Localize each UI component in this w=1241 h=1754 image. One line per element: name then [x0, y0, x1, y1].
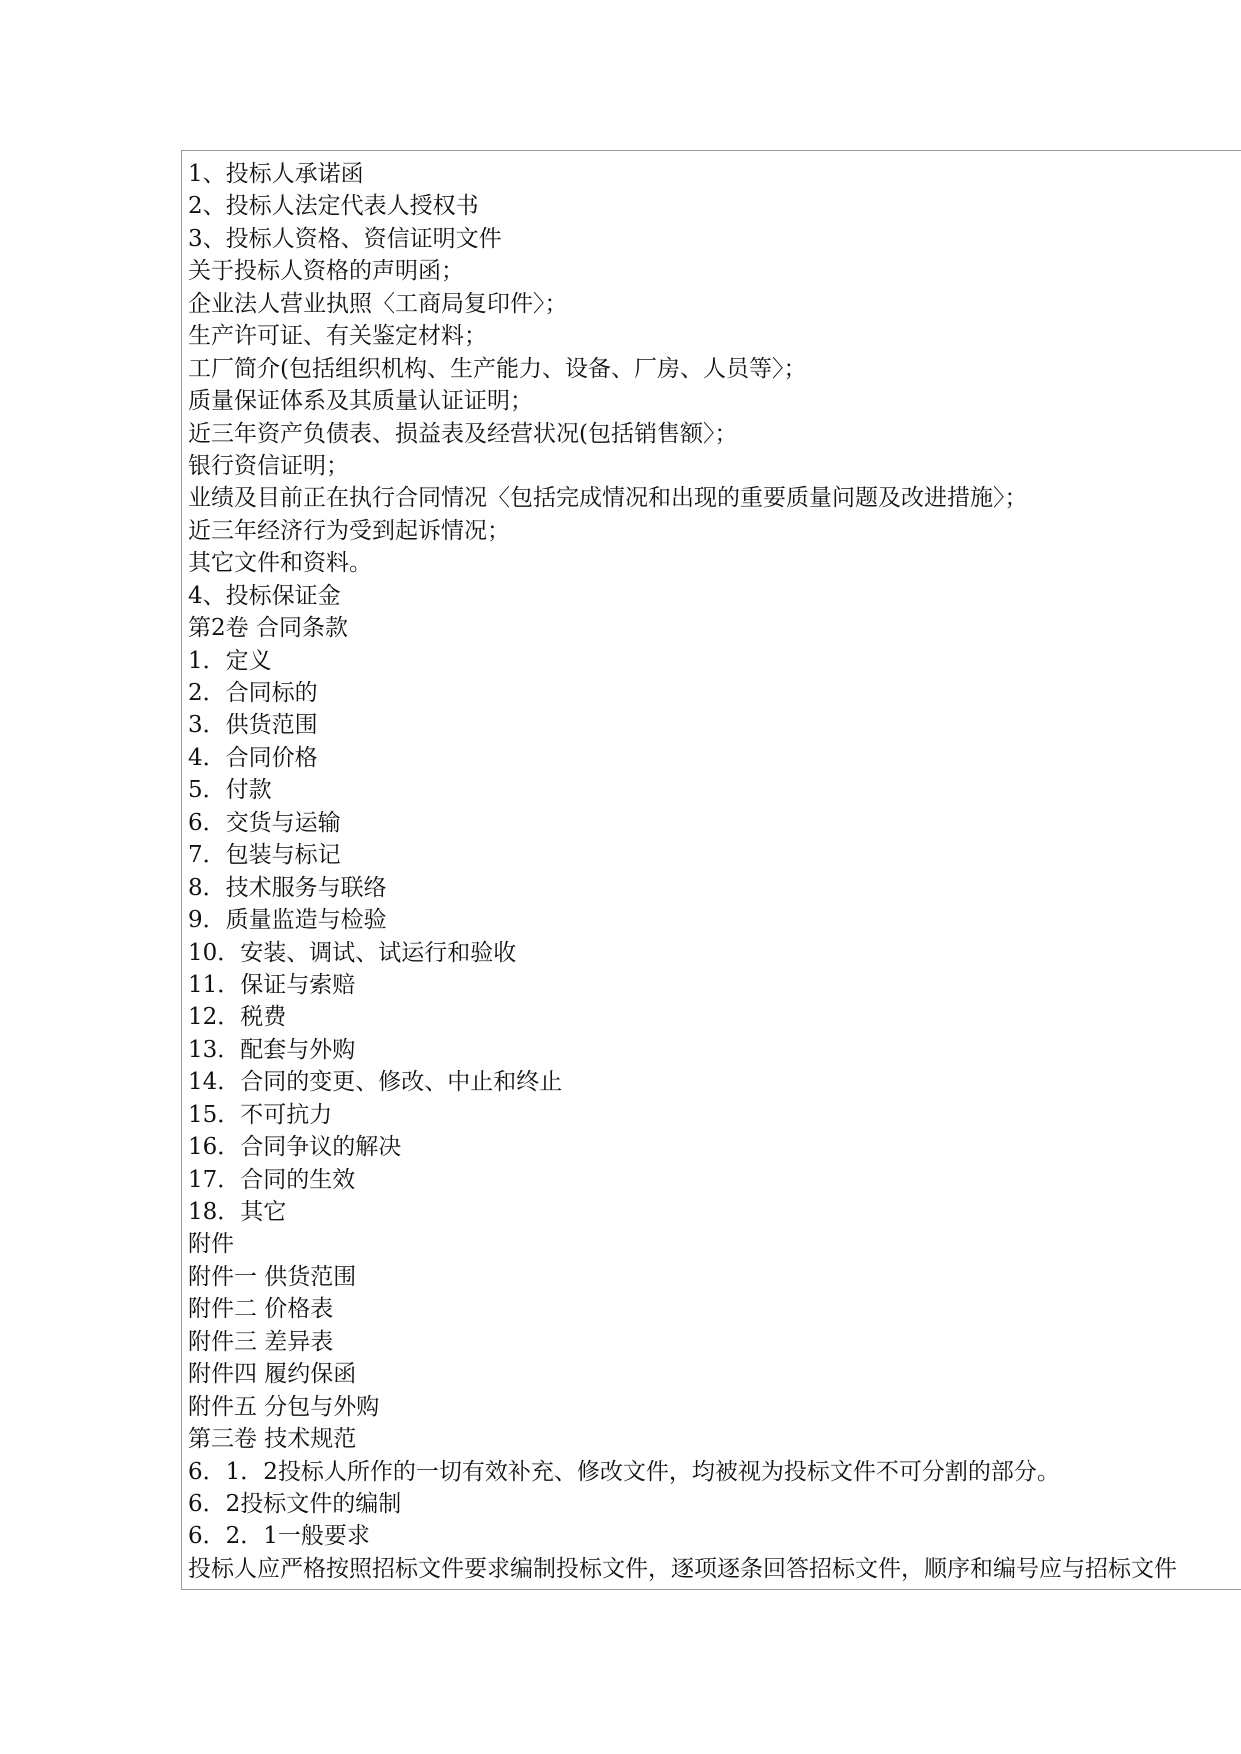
document-line: 13．配套与外购	[188, 1036, 356, 1063]
document-line: 投标人应严格按照招标文件要求编制投标文件，逐项逐条回答招标文件，顺序和编号应与招标文件	[188, 1555, 1177, 1582]
document-line: 11．保证与索赔	[188, 971, 356, 998]
document-line: 4．合同价格	[188, 744, 318, 771]
document-line: 5．付款	[188, 777, 272, 804]
document-line: 7．包装与标记	[188, 842, 341, 869]
document-line: 质量保证体系及其质量认证证明；	[188, 388, 533, 415]
document-line: 6．2．1一般要求	[188, 1523, 370, 1550]
document-line: 17．合同的生效	[188, 1166, 356, 1193]
document-line: 3．供货范围	[188, 712, 318, 739]
document-line: 企业法人营业执照〈工商局复印件〉；	[188, 290, 568, 317]
document-line: 银行资信证明；	[188, 452, 349, 479]
document-line: 业绩及目前正在执行合同情况〈包括完成情况和出现的重要质量问题及改进措施〉；	[188, 485, 1028, 512]
document-text-block	[188, 158, 1241, 1585]
document-line: 1、投标人承诺函	[188, 161, 364, 187]
document-line: 6．2投标文件的编制	[188, 1490, 402, 1517]
document-line: 4、投标保证金	[188, 582, 341, 609]
document-line: 附件三 差异表	[188, 1328, 334, 1355]
document-line: 第三卷 技术规范	[188, 1426, 357, 1453]
document-line: 工厂简介(包括组织机构、生产能力、设备、厂房、人员等〉；	[188, 355, 807, 382]
document-line: 3、投标人资格、资信证明文件	[188, 225, 502, 252]
document-line: 1．定义	[188, 647, 272, 674]
document-line: 附件一 供货范围	[188, 1263, 357, 1290]
document-line: 6．1．2投标人所作的一切有效补充、修改文件，均被视为投标文件不可分割的部分。	[188, 1458, 1060, 1485]
document-line: 附件五 分包与外购	[188, 1393, 380, 1420]
document-line: 近三年资产负债表、损益表及经营状况(包括销售额〉；	[188, 420, 738, 447]
document-line: 14．合同的变更、修改、中止和终止	[188, 1069, 563, 1096]
document-line: 近三年经济行为受到起诉情况；	[188, 517, 510, 544]
document-line: 8．技术服务与联络	[188, 874, 387, 901]
document-line: 12．税费	[188, 1004, 287, 1031]
document-line: 10．安装、调试、试运行和验收	[188, 939, 517, 966]
document-line: 18．其它	[188, 1199, 287, 1225]
document-line: 6．交货与运输	[188, 809, 341, 836]
document-line: 生产许可证、有关鉴定材料；	[188, 323, 487, 350]
document-line: 附件二 价格表	[188, 1296, 334, 1323]
document-frame	[181, 150, 1241, 1590]
document-line: 附件四 履约保函	[188, 1361, 357, 1388]
document-line: 15．不可抗力	[188, 1101, 333, 1128]
document-line: 关于投标人资格的声明函；	[188, 258, 464, 285]
document-line: 2．合同标的	[188, 680, 318, 706]
document-line: 9．质量监造与检验	[188, 907, 387, 934]
document-line: 其它文件和资料。	[188, 550, 372, 577]
document-line: 16．合同争议的解决	[188, 1134, 402, 1161]
document-line: 第2卷 合同条款	[188, 615, 348, 642]
document-line: 附件	[188, 1231, 234, 1258]
document-line: 2、投标人法定代表人授权书	[188, 193, 479, 220]
